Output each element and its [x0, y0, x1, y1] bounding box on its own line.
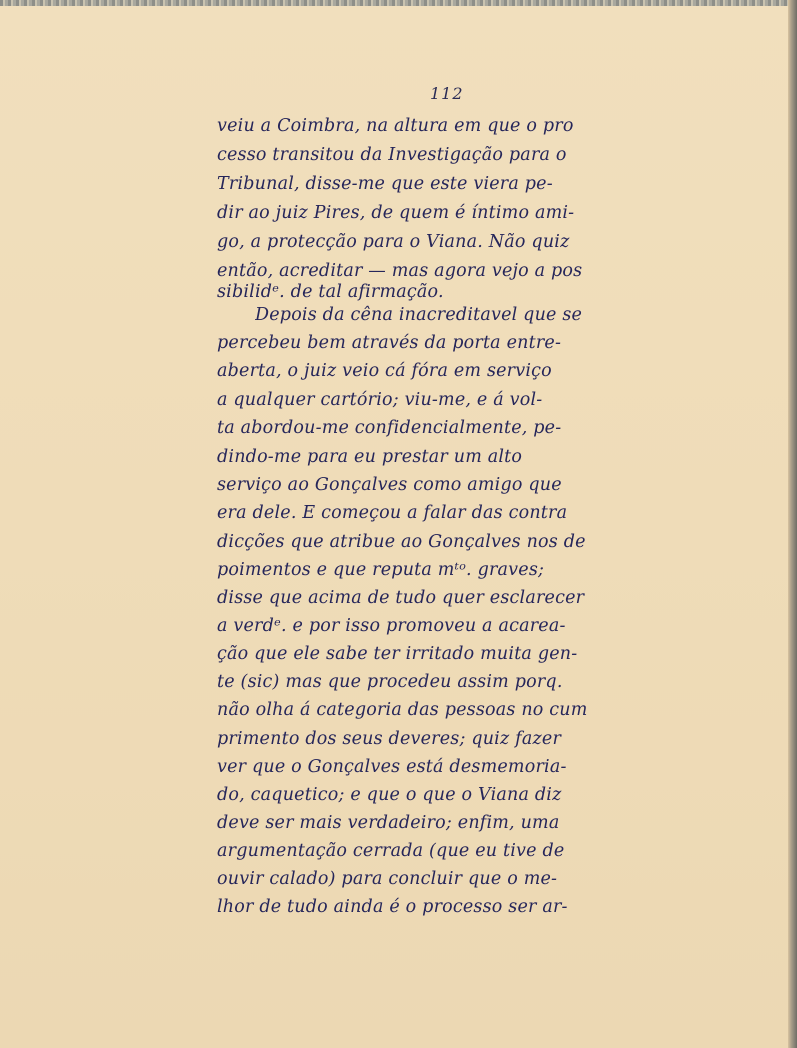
text-line: a verdᵉ. e por isso promoveu a acarea-: [217, 616, 566, 636]
text-line: poimentos e que reputa mᵗᵒ. graves;: [217, 560, 545, 580]
text-line-indented: Depois da cêna inacreditavel que se: [255, 305, 583, 325]
text-line: era dele. E começou a falar das contra: [217, 503, 568, 523]
text-line: cesso transitou da Investigação para o: [217, 145, 567, 165]
text-line: então, acreditar — mas agora vejo a pos: [217, 261, 583, 281]
text-line: primento dos seus deveres; quiz fazer: [217, 729, 562, 749]
text-line: veiu a Coimbra, na altura em que o pro: [217, 116, 574, 136]
text-line: dir ao juiz Pires, de quem é íntimo ami-: [217, 203, 575, 223]
text-line: a qualquer cartório; viu-me, e á vol-: [217, 390, 543, 410]
text-line: do, caquetico; e que o que o Viana diz: [217, 785, 562, 805]
text-line: te (sic) mas que procedeu assim porq.: [217, 672, 563, 692]
text-line: argumentação cerrada (que eu tive de: [217, 841, 565, 861]
text-line: ta abordou-me confidencialmente, pe-: [217, 418, 562, 438]
text-line: não olha á categoria das pessoas no cum: [217, 700, 588, 720]
text-line: dindo-me para eu prestar um alto: [217, 447, 523, 467]
text-line: sibilidᵉ. de tal afirmação.: [217, 282, 444, 302]
text-line: lhor de tudo ainda é o processo ser ar-: [217, 897, 568, 917]
text-line: disse que acima de tudo quer esclarecer: [217, 588, 585, 608]
text-line: go, a protecção para o Viana. Não quiz: [217, 232, 570, 252]
text-line: Tribunal, disse-me que este viera pe-: [217, 174, 553, 194]
text-line: ouvir calado) para concluir que o me-: [217, 869, 558, 889]
page-number: 112: [430, 84, 464, 103]
text-line: deve ser mais verdadeiro; enfim, uma: [217, 813, 560, 833]
text-line: percebeu bem através da porta entre-: [217, 333, 562, 353]
text-line: serviço ao Gonçalves como amigo que: [217, 475, 562, 495]
text-line: ver que o Gonçalves está desmemoria-: [217, 757, 567, 777]
text-line: aberta, o juiz veio cá fóra em serviço: [217, 361, 552, 381]
text-line: dicções que atribue ao Gonçalves nos de: [217, 532, 586, 552]
text-line: ção que ele sabe ter irritado muita gen-: [217, 644, 578, 664]
